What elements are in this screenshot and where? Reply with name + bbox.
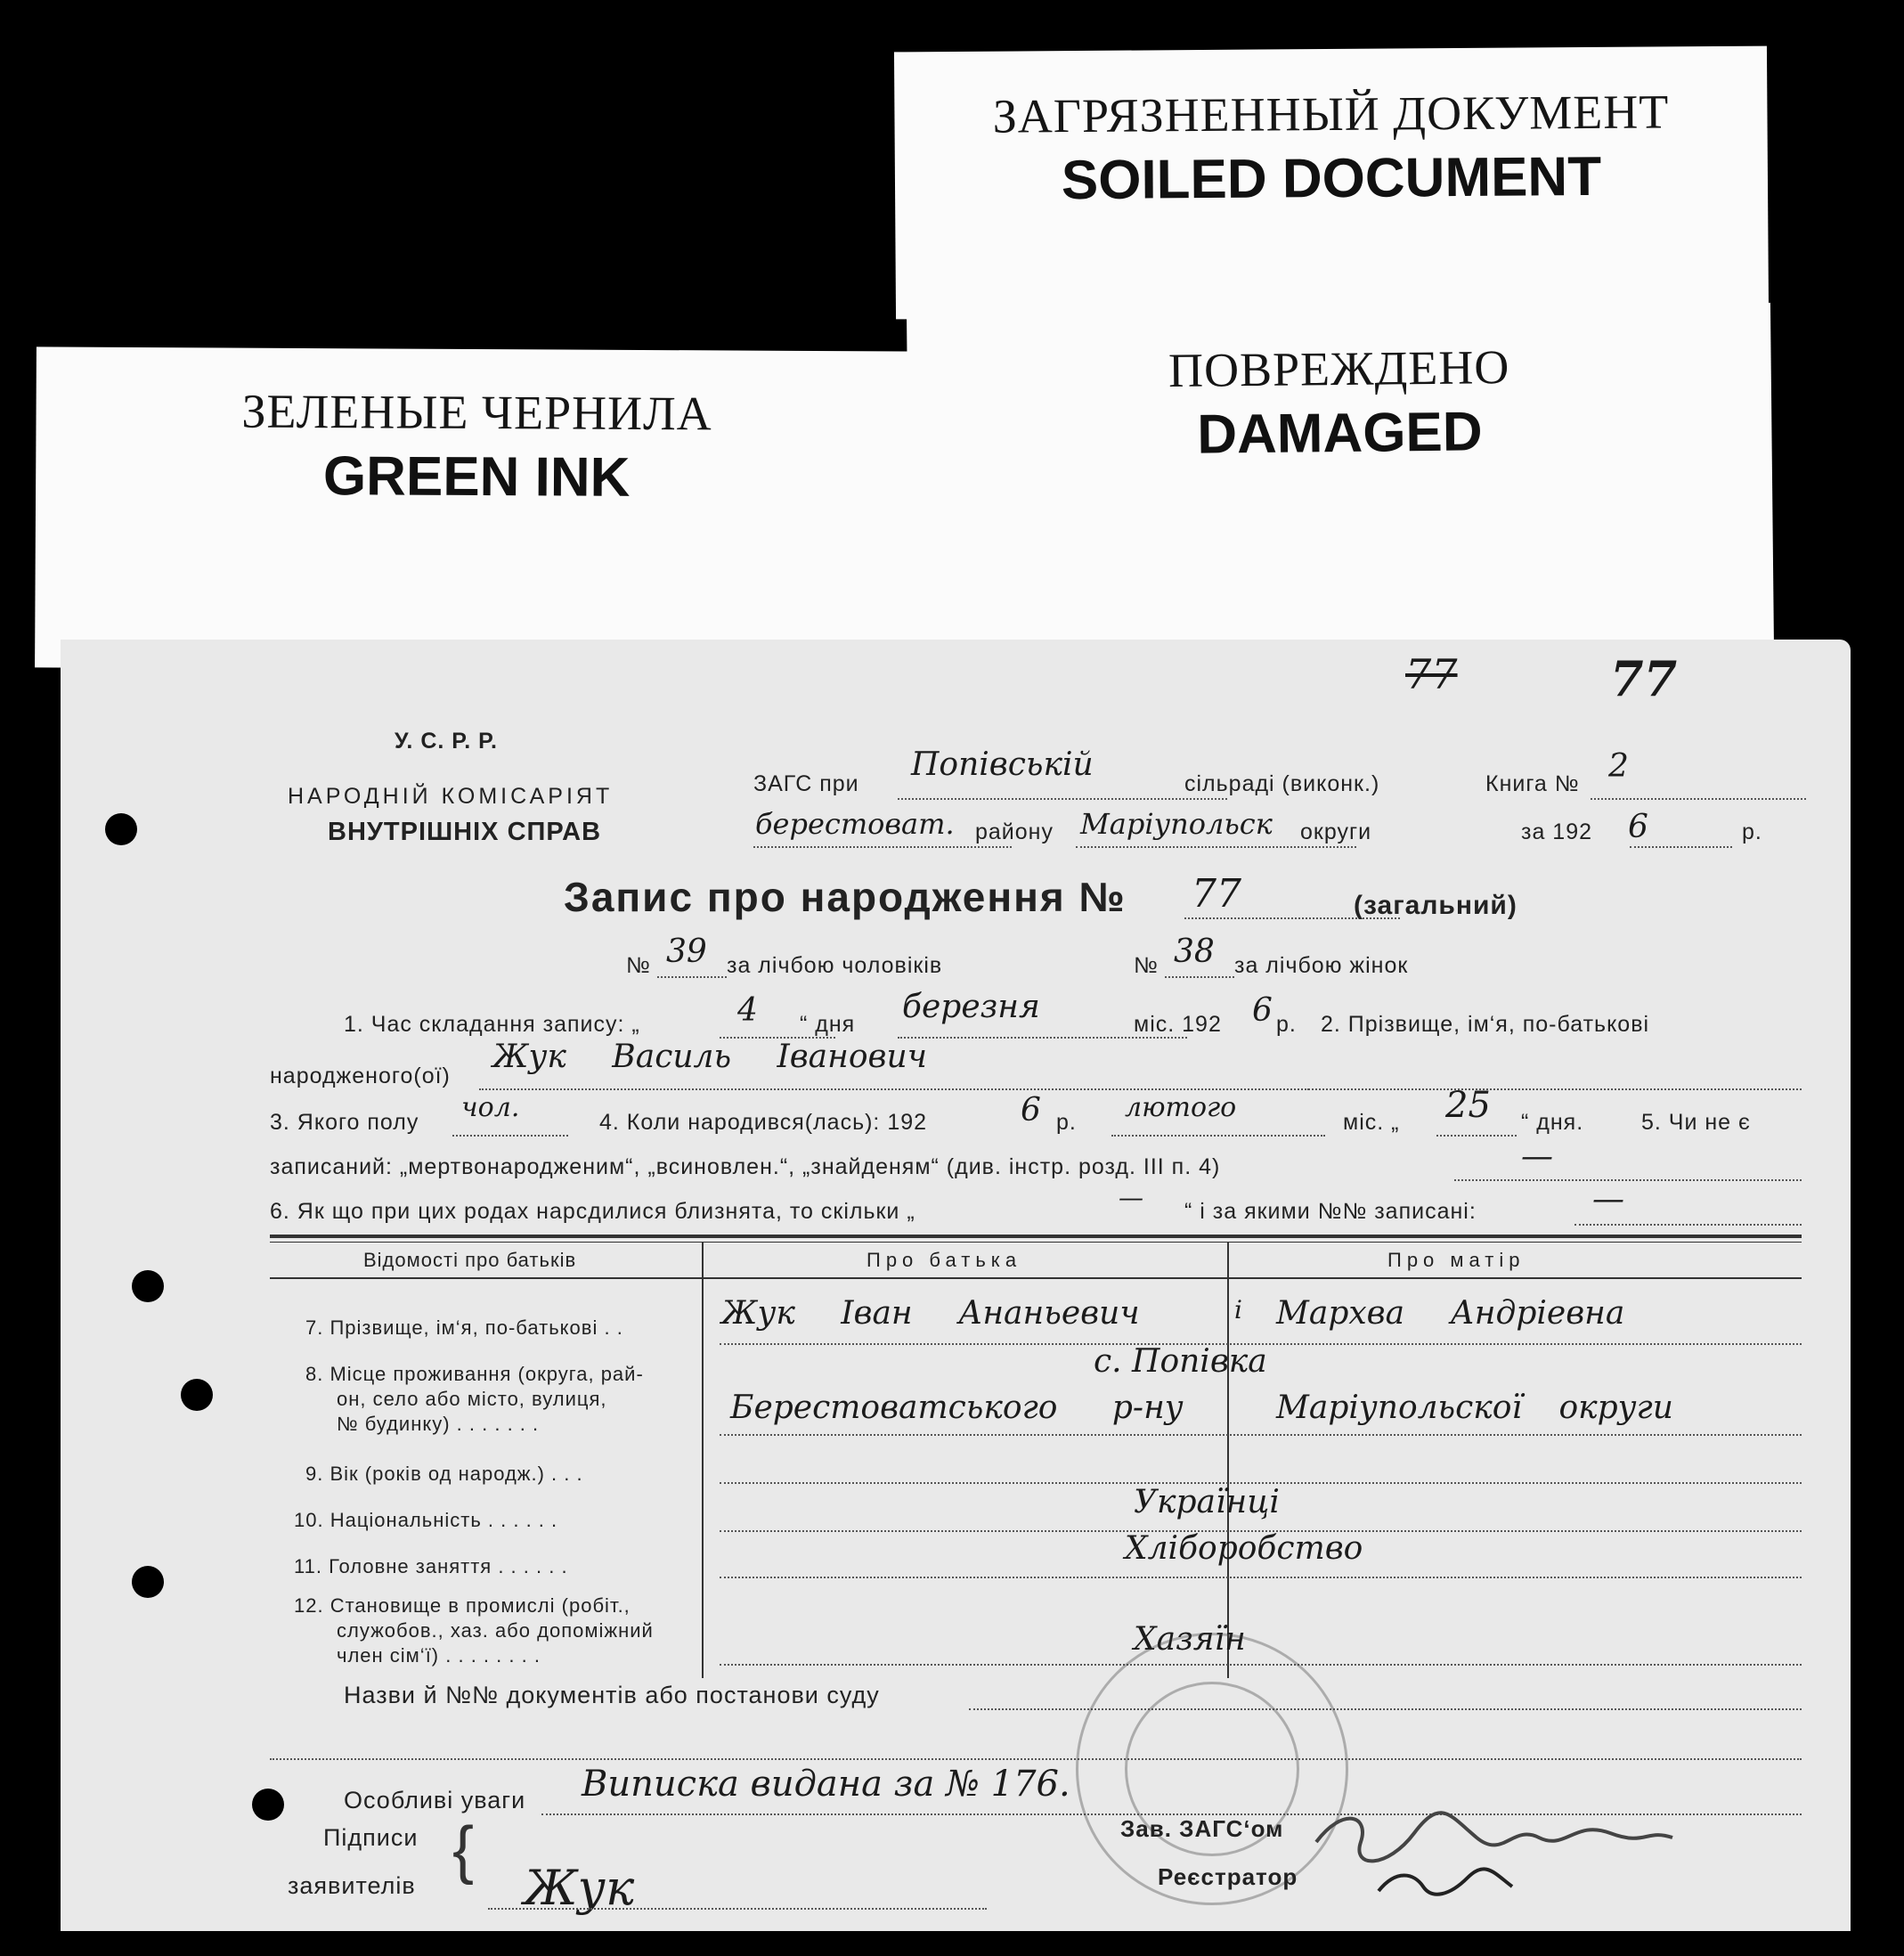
corner-number: 77 bbox=[1405, 650, 1458, 698]
residence-okrug: Маріупольскої округи bbox=[1276, 1390, 1673, 1426]
item1-year-suffix: р. bbox=[1276, 1012, 1297, 1037]
item6-count: — bbox=[1119, 1183, 1143, 1212]
corner-number: 77 bbox=[1610, 650, 1678, 707]
punch-hole bbox=[132, 1566, 164, 1598]
item4-day: 25 bbox=[1445, 1085, 1491, 1126]
item5-label: 5. Чи не є bbox=[1641, 1110, 1751, 1135]
and-sign: і bbox=[1234, 1295, 1242, 1324]
residence-district: Берестоватського р-ну bbox=[730, 1390, 1184, 1426]
table-row-label: 8. Місце проживання (округа, рай- bbox=[305, 1363, 644, 1385]
applicant-signature: Жук bbox=[524, 1860, 635, 1916]
item1-month: березня bbox=[902, 989, 1040, 1025]
mother-name: Мархва Андріевна bbox=[1276, 1295, 1625, 1332]
table-row-label: член сім‘ї) . . . . . . . . bbox=[337, 1644, 541, 1667]
item4-month: лютого bbox=[1125, 1092, 1237, 1123]
punch-hole bbox=[105, 813, 137, 845]
year-value: 6 bbox=[1628, 809, 1648, 845]
item5-cont: записаний: „мертвонародженим“, „всиновлен.“, „знайденям“ (див. інстр. розд. III п. 4) bbox=[270, 1154, 1221, 1179]
occupation-value: Хліборобство bbox=[1125, 1530, 1363, 1567]
book-value: 2 bbox=[1608, 748, 1629, 785]
women-count-prefix: № bbox=[1134, 953, 1159, 978]
item1-day: 4 bbox=[737, 992, 758, 1029]
year-label: за 192 bbox=[1521, 819, 1593, 844]
punch-hole bbox=[252, 1789, 284, 1821]
brace: { bbox=[452, 1814, 476, 1886]
birth-record-form bbox=[61, 640, 1851, 1931]
table-row-label: № будинку) . . . . . . . bbox=[337, 1413, 540, 1435]
table-header: Про батька bbox=[867, 1249, 1022, 1271]
table-header: Про матір bbox=[1387, 1249, 1526, 1271]
item2-cont: народженого(ої) bbox=[270, 1064, 451, 1088]
item2-label: 2. Прізвище, ім‘я, по-батькові bbox=[1321, 1012, 1650, 1037]
table-row-label: 7. Прізвище, ім‘я, по-батькові . . bbox=[305, 1316, 623, 1339]
ministry-line1: НАРОДНІЙ КОМІСАРІЯТ bbox=[288, 784, 614, 809]
item4-r: р. bbox=[1056, 1110, 1077, 1135]
men-count-prefix: № bbox=[626, 953, 651, 978]
table-row-label: он, село або місто, вулиця, bbox=[337, 1388, 607, 1410]
documents-label: Назви й №№ документів або постанови суду bbox=[344, 1682, 880, 1708]
father-name: Жук Іван Ананьевич bbox=[721, 1295, 1140, 1332]
damaged-label-en: DAMAGED bbox=[1196, 401, 1483, 466]
women-count-label: за лічбою жінок bbox=[1234, 953, 1409, 978]
table-header: Відомості про батьків bbox=[363, 1249, 577, 1271]
item4-mis: міс. „ bbox=[1343, 1110, 1400, 1135]
damaged-label-ru: ПОВРЕЖДЕНО bbox=[1168, 340, 1510, 398]
table-row-label: 9. Вік (років од народж.) . . . bbox=[305, 1463, 583, 1485]
signature-scribble bbox=[1307, 1789, 1681, 1904]
table-row-label: 12. Становище в промислі (робіт., bbox=[294, 1594, 631, 1617]
soiled-label-en: SOILED DOCUMENT bbox=[1061, 145, 1602, 212]
punch-hole bbox=[132, 1270, 164, 1302]
okrug-label: округи bbox=[1300, 819, 1372, 844]
zags-value: Попівській bbox=[911, 746, 1094, 783]
item4-day-label: “ дня. bbox=[1521, 1110, 1584, 1135]
table-row-label: служобов., хаз. або допоміжний bbox=[337, 1619, 654, 1642]
child-name: Жук Василь Іванович bbox=[492, 1039, 928, 1075]
item6-value: — bbox=[1592, 1181, 1624, 1218]
record-number: 77 bbox=[1192, 871, 1241, 917]
item3-label: 3. Якого полу bbox=[270, 1110, 419, 1135]
nationality-value: Українці bbox=[1134, 1484, 1280, 1520]
men-count-value: 39 bbox=[666, 933, 707, 970]
item3-value: чол. bbox=[461, 1092, 520, 1123]
damaged-card bbox=[907, 303, 1774, 659]
record-title: Запис про народження № bbox=[564, 874, 1127, 920]
table-row-label: 11. Головне заняття . . . . . . bbox=[294, 1555, 568, 1577]
men-count-label: за лічбою чоловіків bbox=[727, 953, 943, 978]
item6-suffix: “ і за якими №№ записані: bbox=[1184, 1199, 1477, 1224]
zags-prefix: ЗАГС при bbox=[753, 771, 859, 796]
notes-value: Виписка видана за № 176. bbox=[582, 1764, 1070, 1805]
item1-year: 6 bbox=[1252, 992, 1273, 1029]
item6-label: 6. Як що при цих родах нарсдилися близнята, то скільки „ bbox=[270, 1199, 915, 1224]
table-row-label: 10. Національність . . . . . . bbox=[294, 1509, 558, 1531]
green-ink-card bbox=[35, 346, 918, 672]
state-abbr: У. С. Р. Р. bbox=[395, 729, 498, 754]
position-value: Хазяїн bbox=[1134, 1621, 1246, 1658]
record-title-suffix: (загальний) bbox=[1354, 891, 1518, 920]
head-label: Зав. ЗАГС‘ом bbox=[1120, 1815, 1284, 1842]
applicants-label: заявителів bbox=[288, 1872, 416, 1899]
district-value: берестоват. bbox=[755, 807, 955, 841]
soiled-label-ru: ЗАГРЯЗНЕННЫЙ ДОКУМЕНТ bbox=[992, 85, 1670, 143]
year-suffix: р. bbox=[1742, 819, 1762, 844]
table-col-divider bbox=[702, 1242, 704, 1678]
district-label: району bbox=[975, 819, 1054, 844]
notes-label: Особливі уваги bbox=[344, 1787, 526, 1813]
ministry-line2: ВНУТРІШНІХ СПРАВ bbox=[328, 818, 602, 846]
table-header-rule bbox=[270, 1277, 1802, 1279]
item4-year: 6 bbox=[1021, 1092, 1041, 1129]
item4-label: 4. Коли народився(лась): 192 bbox=[599, 1110, 928, 1135]
residence-village: с. Попівка bbox=[1094, 1343, 1267, 1380]
table-top-rule bbox=[270, 1235, 1802, 1238]
item1-label: 1. Час складання запису: „ bbox=[344, 1012, 640, 1037]
women-count-value: 38 bbox=[1174, 933, 1215, 970]
table-col-divider bbox=[1227, 1242, 1229, 1678]
item1-month-label: міс. 192 bbox=[1134, 1012, 1222, 1037]
green-ink-label-ru: ЗЕЛЕНЫЕ ЧЕРНИЛА bbox=[241, 384, 712, 441]
green-ink-label-en: GREEN INK bbox=[322, 445, 631, 509]
item5-value: — bbox=[1521, 1138, 1553, 1175]
soiled-document-card bbox=[894, 46, 1769, 320]
book-label: Книга № bbox=[1485, 771, 1580, 796]
registrar-label: Реєстратор bbox=[1158, 1863, 1298, 1890]
applicants-label: Підписи bbox=[323, 1824, 419, 1851]
punch-hole bbox=[181, 1379, 213, 1411]
zags-suffix: сільраді (виконк.) bbox=[1184, 771, 1380, 796]
item1-day-label: “ дня bbox=[800, 1012, 856, 1037]
okrug-value: Маріупольск bbox=[1080, 807, 1273, 841]
